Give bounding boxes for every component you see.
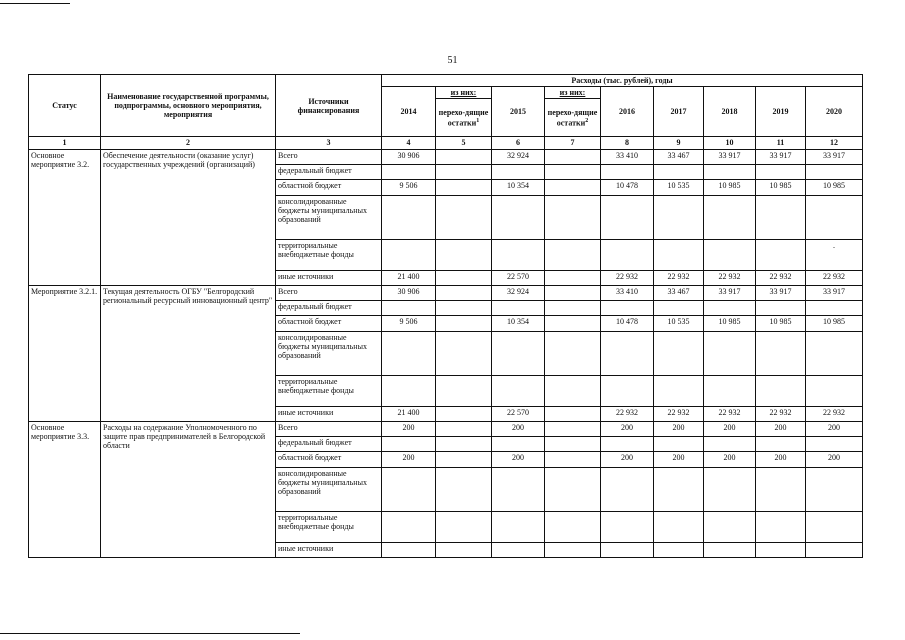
source-cell: Всего (276, 421, 382, 436)
value-cell: 200 (382, 421, 436, 436)
value-cell (756, 511, 806, 542)
header-2018: 2018 (704, 87, 756, 137)
value-cell (545, 239, 601, 270)
value-cell (492, 195, 545, 239)
value-cell (654, 542, 704, 557)
value-cell (654, 164, 704, 179)
column-number: 3 (276, 137, 382, 149)
header-2019: 2019 (756, 87, 806, 137)
value-cell: 33 410 (601, 149, 654, 164)
value-cell (436, 511, 492, 542)
value-cell (382, 467, 436, 511)
value-cell (492, 331, 545, 375)
value-cell: 22 932 (756, 406, 806, 421)
value-cell (492, 375, 545, 406)
value-cell: 10 985 (704, 315, 756, 331)
value-cell: 22 932 (806, 406, 863, 421)
value-cell (436, 436, 492, 451)
value-cell: . (806, 239, 863, 270)
header-of-them-1: из них: (436, 87, 492, 99)
value-cell (545, 285, 601, 300)
table-row (29, 285, 863, 300)
value-cell (806, 164, 863, 179)
value-cell (756, 436, 806, 451)
header-2014: 2014 (382, 87, 436, 137)
column-number: 6 (492, 137, 545, 149)
value-cell (382, 436, 436, 451)
value-cell (654, 511, 704, 542)
value-cell: 200 (756, 451, 806, 467)
value-cell (756, 375, 806, 406)
value-cell (436, 300, 492, 315)
column-number: 2 (101, 137, 276, 149)
value-cell (601, 436, 654, 451)
value-cell (654, 331, 704, 375)
table-row (29, 421, 863, 436)
source-cell: областной бюджет (276, 451, 382, 467)
value-cell (756, 195, 806, 239)
value-cell (654, 239, 704, 270)
value-cell (601, 331, 654, 375)
value-cell (492, 467, 545, 511)
source-cell: Всего (276, 149, 382, 164)
value-cell (756, 467, 806, 511)
value-cell (382, 511, 436, 542)
header-carryover-1: перехо-дящие остатки$^1$ (436, 99, 492, 137)
value-cell (654, 375, 704, 406)
value-cell (806, 511, 863, 542)
value-cell (601, 511, 654, 542)
value-cell: 200 (654, 421, 704, 436)
value-cell: 22 932 (756, 270, 806, 285)
value-cell (806, 436, 863, 451)
value-cell (704, 331, 756, 375)
value-cell: 21 400 (382, 270, 436, 285)
value-cell (492, 239, 545, 270)
value-cell: 33 917 (806, 149, 863, 164)
value-cell (545, 300, 601, 315)
value-cell (382, 375, 436, 406)
value-cell: 10 535 (654, 179, 704, 195)
value-cell (382, 195, 436, 239)
value-cell: 22 932 (704, 270, 756, 285)
value-cell: 22 932 (704, 406, 756, 421)
value-cell (756, 239, 806, 270)
value-cell (704, 467, 756, 511)
value-cell: 33 917 (704, 149, 756, 164)
page-number: 51 (447, 55, 458, 66)
source-cell: консолидированные бюджеты муниципальных образований (276, 331, 382, 375)
value-cell: 22 932 (654, 406, 704, 421)
source-cell: консолидированные бюджеты муниципальных образований (276, 195, 382, 239)
column-number: 4 (382, 137, 436, 149)
source-cell: иные источники (276, 542, 382, 557)
value-cell (382, 331, 436, 375)
value-cell (756, 331, 806, 375)
value-cell (436, 421, 492, 436)
header-of-them-2: из них: (545, 87, 601, 99)
value-cell: 10 985 (806, 315, 863, 331)
source-cell: территориальные внебюджетные фонды (276, 511, 382, 542)
value-cell (436, 451, 492, 467)
value-cell (436, 239, 492, 270)
source-cell: областной бюджет (276, 179, 382, 195)
status-cell: Мероприятие 3.2.1. (29, 285, 101, 421)
value-cell (601, 300, 654, 315)
source-cell: иные источники (276, 270, 382, 285)
value-cell: 32 924 (492, 149, 545, 164)
header-2016: 2016 (601, 87, 654, 137)
value-cell (545, 436, 601, 451)
value-cell: 33 917 (806, 285, 863, 300)
value-cell (382, 300, 436, 315)
value-cell: 22 932 (806, 270, 863, 285)
source-cell: областной бюджет (276, 315, 382, 331)
value-cell (545, 467, 601, 511)
value-cell (806, 542, 863, 557)
value-cell (492, 542, 545, 557)
value-cell: 33 917 (756, 149, 806, 164)
value-cell (545, 331, 601, 375)
value-cell (654, 436, 704, 451)
value-cell: 10 354 (492, 179, 545, 195)
column-number: 9 (654, 137, 704, 149)
value-cell: 33 917 (756, 285, 806, 300)
value-cell (806, 467, 863, 511)
source-cell: федеральный бюджет (276, 164, 382, 179)
value-cell: 200 (806, 421, 863, 436)
header-2017: 2017 (654, 87, 704, 137)
value-cell: 22 932 (601, 406, 654, 421)
value-cell: 200 (704, 421, 756, 436)
value-cell (704, 375, 756, 406)
column-number: 7 (545, 137, 601, 149)
value-cell (492, 300, 545, 315)
value-cell: 30 906 (382, 285, 436, 300)
value-cell: 200 (601, 421, 654, 436)
value-cell: 22 932 (601, 270, 654, 285)
value-cell: 200 (492, 421, 545, 436)
name-cell: Текущая деятельность ОГБУ "Белгородский региональный ресурсный инновационный центр" (101, 285, 276, 421)
column-number: 8 (601, 137, 654, 149)
source-cell: консолидированные бюджеты муниципальных образований (276, 467, 382, 511)
name-cell: Обеспечение деятельности (оказание услуг) государственных учреждений (организаций) (101, 149, 276, 285)
value-cell (704, 195, 756, 239)
value-cell (704, 436, 756, 451)
column-numbers-row (29, 137, 863, 149)
value-cell: 200 (756, 421, 806, 436)
value-cell (545, 179, 601, 195)
source-cell: территориальные внебюджетные фонды (276, 375, 382, 406)
name-cell: Расходы на содержание Уполномоченного по защите прав предпринимателей в Белгородской области (101, 421, 276, 557)
value-cell: 9 506 (382, 179, 436, 195)
value-cell: 10 985 (756, 179, 806, 195)
value-cell (436, 149, 492, 164)
value-cell (436, 164, 492, 179)
value-cell: 10 478 (601, 179, 654, 195)
header-sources: Источники финансирования (276, 75, 382, 137)
value-cell: 30 906 (382, 149, 436, 164)
header-2020: 2020 (806, 87, 863, 137)
column-number: 1 (29, 137, 101, 149)
value-cell: 33 467 (654, 149, 704, 164)
value-cell (545, 195, 601, 239)
value-cell (545, 149, 601, 164)
source-cell: иные источники (276, 406, 382, 421)
value-cell: 9 506 (382, 315, 436, 331)
value-cell (492, 164, 545, 179)
value-cell (601, 542, 654, 557)
value-cell: 10 354 (492, 315, 545, 331)
value-cell (382, 239, 436, 270)
value-cell (545, 511, 601, 542)
value-cell (545, 270, 601, 285)
header-expenses-group: Расходы (тыс. рублей), годы (382, 75, 863, 87)
value-cell: 33 467 (654, 285, 704, 300)
value-cell (436, 406, 492, 421)
value-cell: 10 985 (806, 179, 863, 195)
value-cell (492, 511, 545, 542)
value-cell (545, 542, 601, 557)
value-cell (654, 467, 704, 511)
value-cell (436, 375, 492, 406)
value-cell: 10 985 (756, 315, 806, 331)
table-body (29, 149, 863, 557)
value-cell (704, 300, 756, 315)
value-cell: 33 410 (601, 285, 654, 300)
value-cell (436, 542, 492, 557)
value-cell (601, 467, 654, 511)
header-name: Наименование государственной программы, подпрограммы, основного мероприятия, мероприятия (101, 75, 276, 137)
value-cell: 10 478 (601, 315, 654, 331)
value-cell: 200 (601, 451, 654, 467)
value-cell (756, 164, 806, 179)
value-cell: 10 535 (654, 315, 704, 331)
value-cell (654, 195, 704, 239)
value-cell (756, 542, 806, 557)
value-cell (601, 239, 654, 270)
source-cell: федеральный бюджет (276, 436, 382, 451)
value-cell (545, 164, 601, 179)
value-cell: 33 917 (704, 285, 756, 300)
value-cell (545, 421, 601, 436)
value-cell (382, 164, 436, 179)
source-cell: территориальные внебюджетные фонды (276, 239, 382, 270)
value-cell: 22 570 (492, 270, 545, 285)
value-cell: 200 (704, 451, 756, 467)
value-cell (806, 331, 863, 375)
value-cell (436, 195, 492, 239)
value-cell (704, 239, 756, 270)
value-cell (704, 542, 756, 557)
header-status: Статус (29, 75, 101, 137)
value-cell: 32 924 (492, 285, 545, 300)
value-cell (545, 406, 601, 421)
header-carryover-2: перехо-дящие остатки$^2$ (545, 99, 601, 137)
value-cell (756, 300, 806, 315)
header-2015: 2015 (492, 87, 545, 137)
source-cell: федеральный бюджет (276, 300, 382, 315)
value-cell (601, 375, 654, 406)
value-cell (492, 436, 545, 451)
bottom-rule (0, 633, 300, 634)
value-cell: 200 (654, 451, 704, 467)
value-cell (545, 451, 601, 467)
top-left-rule (0, 3, 70, 4)
value-cell (704, 511, 756, 542)
value-cell (545, 315, 601, 331)
value-cell: 22 932 (654, 270, 704, 285)
value-cell: 21 400 (382, 406, 436, 421)
source-cell: Всего (276, 285, 382, 300)
value-cell (382, 542, 436, 557)
value-cell: 200 (806, 451, 863, 467)
expenses-table (28, 74, 863, 558)
column-number: 11 (756, 137, 806, 149)
value-cell: 10 985 (704, 179, 756, 195)
value-cell (601, 195, 654, 239)
value-cell (436, 270, 492, 285)
value-cell (436, 331, 492, 375)
value-cell (704, 164, 756, 179)
value-cell (545, 375, 601, 406)
value-cell (654, 300, 704, 315)
value-cell (601, 164, 654, 179)
value-cell (806, 195, 863, 239)
column-number: 10 (704, 137, 756, 149)
status-cell: Основное мероприятие 3.2. (29, 149, 101, 285)
value-cell: 200 (492, 451, 545, 467)
value-cell: 200 (382, 451, 436, 467)
value-cell: 22 570 (492, 406, 545, 421)
column-number: 12 (806, 137, 863, 149)
column-number: 5 (436, 137, 492, 149)
status-cell: Основное мероприятие 3.3. (29, 421, 101, 557)
table-row (29, 149, 863, 164)
value-cell (436, 285, 492, 300)
value-cell (436, 315, 492, 331)
value-cell (436, 467, 492, 511)
value-cell (436, 179, 492, 195)
value-cell (806, 300, 863, 315)
value-cell (806, 375, 863, 406)
